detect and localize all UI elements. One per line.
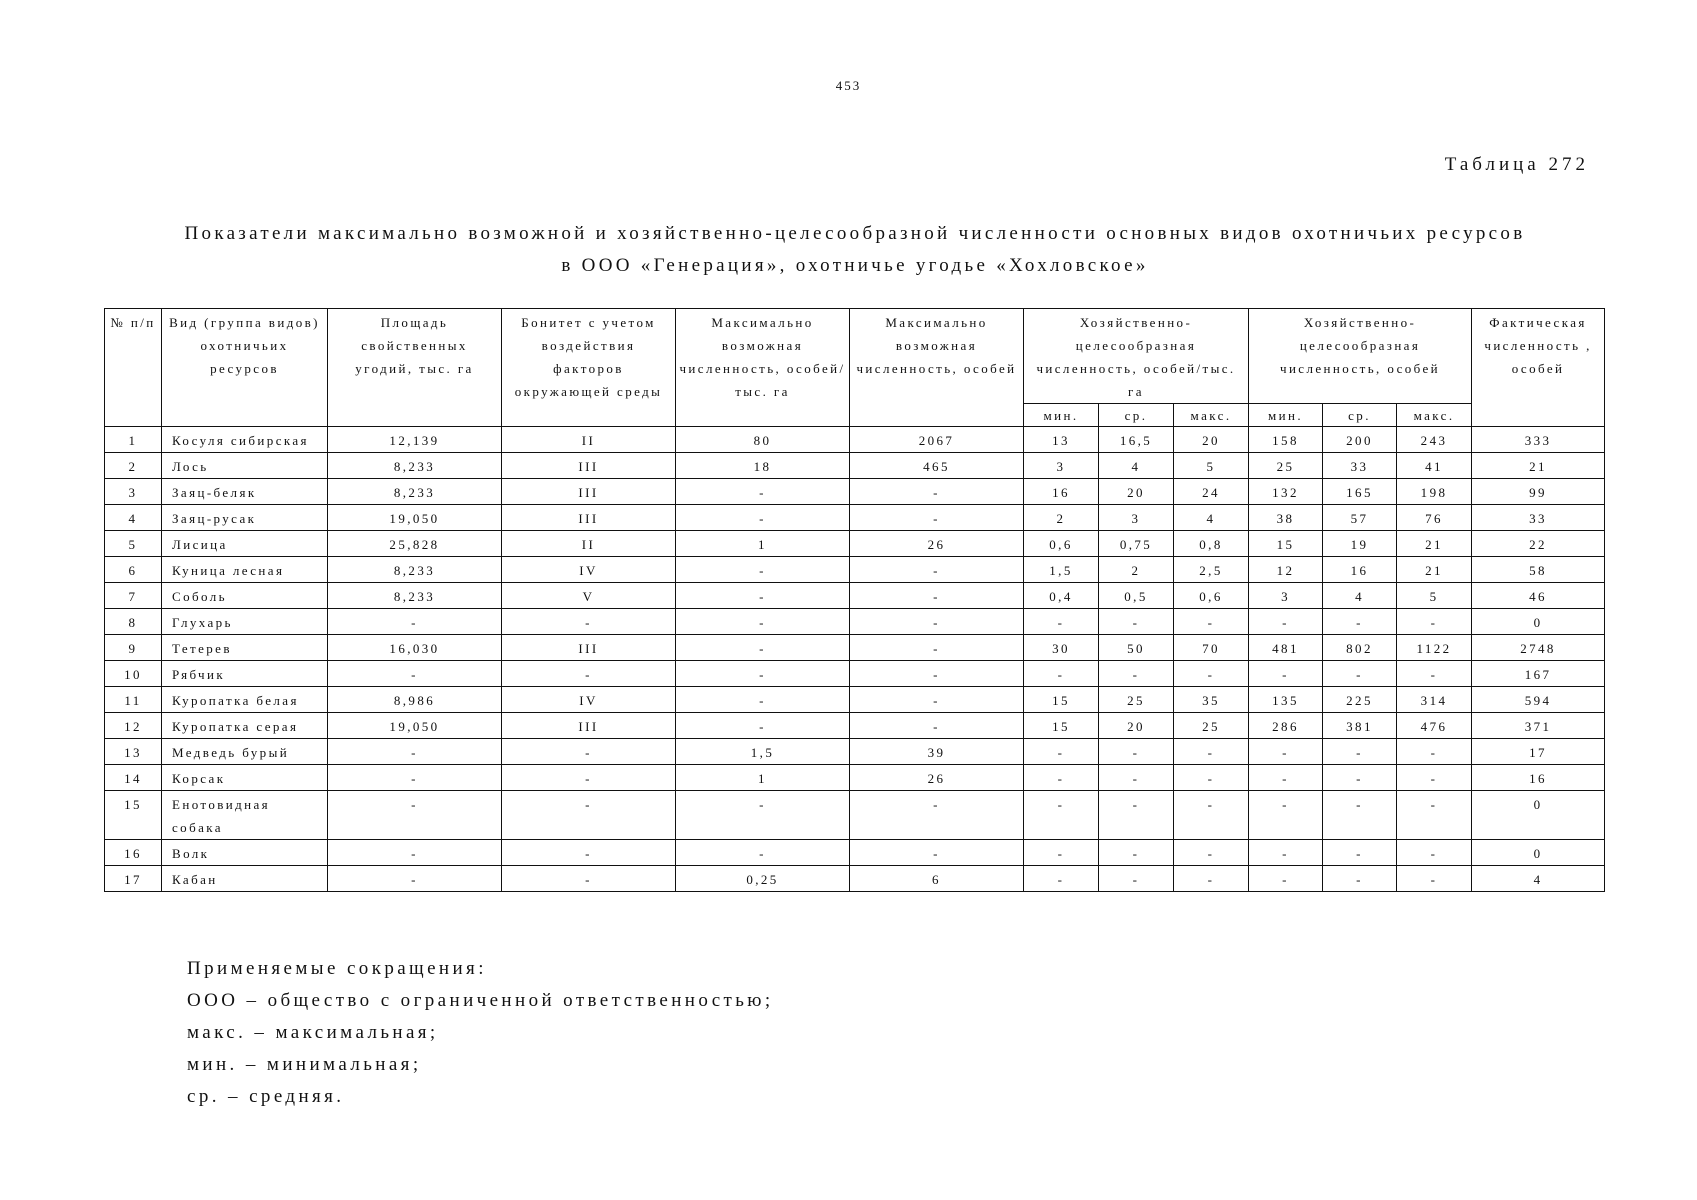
- table-row: [105, 609, 1605, 635]
- cell-density-max: 0,8: [1174, 531, 1249, 557]
- cell-count-max: 243: [1397, 427, 1472, 453]
- subheader-count-min: мин.: [1249, 404, 1323, 427]
- cell-bonitet: -: [502, 765, 676, 791]
- cell-density-min: -: [1024, 765, 1099, 791]
- table-row: [105, 791, 1605, 840]
- header-econ-count: Хозяйственно-целесообразная численность, особей: [1249, 309, 1472, 404]
- cell-count-min: 135: [1249, 687, 1323, 713]
- cell-count-avg: -: [1323, 840, 1397, 866]
- cell-density-min: 15: [1024, 687, 1099, 713]
- cell-count-max: -: [1397, 661, 1472, 687]
- cell-density-max: 70: [1174, 635, 1249, 661]
- note-ooo: ООО – общество с ограниченной ответственностью;: [187, 990, 774, 1011]
- cell-count-avg: -: [1323, 661, 1397, 687]
- cell-density-max: 4: [1174, 505, 1249, 531]
- subheader-density-max: макс.: [1174, 404, 1249, 427]
- table-row: [105, 557, 1605, 583]
- cell-area: 8,233: [328, 479, 502, 505]
- cell-density-avg: 4: [1099, 453, 1174, 479]
- cell-max-density: -: [676, 479, 850, 505]
- cell-species: Соболь: [162, 583, 328, 609]
- table-row: [105, 739, 1605, 765]
- header-bonitet: Бонитет с учетом воздействия факторов окружающей среды: [502, 309, 676, 427]
- cell-count-max: -: [1397, 866, 1472, 892]
- cell-count-avg: 381: [1323, 713, 1397, 739]
- cell-max-count: -: [850, 505, 1024, 531]
- cell-density-avg: -: [1099, 609, 1174, 635]
- cell-density-max: 35: [1174, 687, 1249, 713]
- table-row: [105, 635, 1605, 661]
- cell-density-min: -: [1024, 739, 1099, 765]
- note-max: макс. – максимальная;: [187, 1022, 439, 1043]
- table-row: [105, 453, 1605, 479]
- cell-max-density: -: [676, 583, 850, 609]
- cell-count-min: 15: [1249, 531, 1323, 557]
- cell-bonitet: IV: [502, 687, 676, 713]
- cell-max-count: 26: [850, 531, 1024, 557]
- cell-area: 12,139: [328, 427, 502, 453]
- cell-count-min: -: [1249, 739, 1323, 765]
- cell-actual: 21: [1472, 453, 1605, 479]
- cell-density-min: 30: [1024, 635, 1099, 661]
- cell-density-max: 0,6: [1174, 583, 1249, 609]
- cell-area: 8,233: [328, 583, 502, 609]
- cell-count-avg: 16: [1323, 557, 1397, 583]
- cell-max-density: -: [676, 840, 850, 866]
- table-title-line-2: в ООО «Генерация», охотничье угодье «Хохловское»: [561, 255, 1149, 276]
- cell-num: 5: [105, 531, 162, 557]
- cell-max-density: -: [676, 505, 850, 531]
- cell-area: -: [328, 765, 502, 791]
- cell-species: Медведь бурый: [162, 739, 328, 765]
- cell-area: -: [328, 609, 502, 635]
- cell-max-density: -: [676, 713, 850, 739]
- cell-density-min: -: [1024, 840, 1099, 866]
- note-min: мин. – минимальная;: [187, 1054, 422, 1075]
- cell-density-min: 15: [1024, 713, 1099, 739]
- cell-count-max: -: [1397, 765, 1472, 791]
- cell-species: Косуля сибирская: [162, 427, 328, 453]
- table-label: Таблица 272: [1444, 154, 1589, 175]
- table-row: [105, 866, 1605, 892]
- cell-actual: 594: [1472, 687, 1605, 713]
- cell-count-min: 3: [1249, 583, 1323, 609]
- cell-actual: 33: [1472, 505, 1605, 531]
- cell-count-min: -: [1249, 609, 1323, 635]
- cell-density-min: 16: [1024, 479, 1099, 505]
- notes-heading: Применяемые сокращения:: [187, 958, 487, 979]
- cell-species: Заяц-русак: [162, 505, 328, 531]
- cell-num: 1: [105, 427, 162, 453]
- cell-count-min: -: [1249, 661, 1323, 687]
- cell-species: Корсак: [162, 765, 328, 791]
- cell-count-max: 76: [1397, 505, 1472, 531]
- cell-max-count: -: [850, 791, 1024, 840]
- table-row: [105, 583, 1605, 609]
- cell-count-avg: -: [1323, 866, 1397, 892]
- cell-density-min: 0,6: [1024, 531, 1099, 557]
- cell-count-max: -: [1397, 840, 1472, 866]
- cell-num: 8: [105, 609, 162, 635]
- cell-max-density: -: [676, 609, 850, 635]
- cell-actual: 17: [1472, 739, 1605, 765]
- cell-density-avg: -: [1099, 661, 1174, 687]
- cell-area: 25,828: [328, 531, 502, 557]
- cell-count-max: 21: [1397, 531, 1472, 557]
- cell-max-count: 465: [850, 453, 1024, 479]
- cell-species: Лось: [162, 453, 328, 479]
- subheader-density-avg: ср.: [1099, 404, 1174, 427]
- cell-density-max: 2,5: [1174, 557, 1249, 583]
- cell-count-avg: -: [1323, 791, 1397, 840]
- cell-count-min: 25: [1249, 453, 1323, 479]
- cell-count-avg: 200: [1323, 427, 1397, 453]
- table-body: [105, 427, 1605, 892]
- cell-count-avg: 165: [1323, 479, 1397, 505]
- cell-bonitet: III: [502, 505, 676, 531]
- cell-density-min: 1,5: [1024, 557, 1099, 583]
- cell-max-density: 18: [676, 453, 850, 479]
- cell-density-avg: 25: [1099, 687, 1174, 713]
- header-econ-density: Хозяйственно-целесообразная численность, особей/тыс. га: [1024, 309, 1249, 404]
- cell-bonitet: -: [502, 661, 676, 687]
- cell-count-min: 132: [1249, 479, 1323, 505]
- cell-bonitet: III: [502, 713, 676, 739]
- cell-area: 8,233: [328, 453, 502, 479]
- subheader-density-min: мин.: [1024, 404, 1099, 427]
- cell-max-count: -: [850, 713, 1024, 739]
- cell-count-min: 286: [1249, 713, 1323, 739]
- cell-count-avg: 4: [1323, 583, 1397, 609]
- cell-actual: 0: [1472, 840, 1605, 866]
- cell-count-max: 41: [1397, 453, 1472, 479]
- header-actual: Фактическая численность , особей: [1472, 309, 1605, 427]
- cell-count-max: 21: [1397, 557, 1472, 583]
- cell-species: Рябчик: [162, 661, 328, 687]
- cell-actual: 99: [1472, 479, 1605, 505]
- cell-area: 19,050: [328, 505, 502, 531]
- cell-species: Енотовидная собака: [162, 791, 328, 840]
- header-species: Вид (группа видов) охотничьих ресурсов: [162, 309, 328, 427]
- table-row: [105, 687, 1605, 713]
- cell-count-avg: 802: [1323, 635, 1397, 661]
- cell-max-density: 0,25: [676, 866, 850, 892]
- cell-density-max: -: [1174, 609, 1249, 635]
- cell-max-count: -: [850, 661, 1024, 687]
- cell-count-min: 158: [1249, 427, 1323, 453]
- cell-area: 16,030: [328, 635, 502, 661]
- cell-max-density: 1: [676, 531, 850, 557]
- cell-actual: 0: [1472, 609, 1605, 635]
- cell-count-max: 1122: [1397, 635, 1472, 661]
- cell-density-min: 2: [1024, 505, 1099, 531]
- cell-area: 8,233: [328, 557, 502, 583]
- cell-density-max: 20: [1174, 427, 1249, 453]
- cell-max-density: -: [676, 635, 850, 661]
- cell-actual: 22: [1472, 531, 1605, 557]
- cell-max-density: 1: [676, 765, 850, 791]
- cell-bonitet: V: [502, 583, 676, 609]
- cell-count-avg: -: [1323, 765, 1397, 791]
- cell-num: 3: [105, 479, 162, 505]
- cell-actual: 16: [1472, 765, 1605, 791]
- cell-actual: 333: [1472, 427, 1605, 453]
- cell-max-density: -: [676, 557, 850, 583]
- cell-count-avg: 225: [1323, 687, 1397, 713]
- cell-bonitet: II: [502, 427, 676, 453]
- cell-count-avg: -: [1323, 609, 1397, 635]
- table-row: [105, 531, 1605, 557]
- cell-density-min: 13: [1024, 427, 1099, 453]
- cell-density-max: 25: [1174, 713, 1249, 739]
- header-area: Площадь свойственных угодий, тыс. га: [328, 309, 502, 427]
- cell-bonitet: -: [502, 739, 676, 765]
- cell-count-max: 314: [1397, 687, 1472, 713]
- header-max-density: Максимально возможная численность, особей/тыс. га: [676, 309, 850, 427]
- page-number: 453: [835, 78, 862, 93]
- cell-max-count: -: [850, 557, 1024, 583]
- cell-area: -: [328, 791, 502, 840]
- cell-density-max: -: [1174, 765, 1249, 791]
- cell-density-avg: 20: [1099, 713, 1174, 739]
- cell-count-avg: 33: [1323, 453, 1397, 479]
- cell-max-count: -: [850, 609, 1024, 635]
- cell-density-max: 24: [1174, 479, 1249, 505]
- cell-max-count: 26: [850, 765, 1024, 791]
- cell-bonitet: -: [502, 609, 676, 635]
- cell-max-density: -: [676, 661, 850, 687]
- cell-density-max: -: [1174, 791, 1249, 840]
- header-num: № п/п: [105, 309, 162, 427]
- table-row: [105, 427, 1605, 453]
- cell-count-min: 38: [1249, 505, 1323, 531]
- cell-count-max: -: [1397, 739, 1472, 765]
- cell-area: 19,050: [328, 713, 502, 739]
- cell-max-density: 1,5: [676, 739, 850, 765]
- cell-max-density: -: [676, 791, 850, 840]
- cell-num: 14: [105, 765, 162, 791]
- table-row: [105, 479, 1605, 505]
- cell-area: 8,986: [328, 687, 502, 713]
- species-table: [104, 308, 1605, 892]
- cell-count-max: -: [1397, 791, 1472, 840]
- cell-species: Заяц-беляк: [162, 479, 328, 505]
- cell-area: -: [328, 739, 502, 765]
- cell-num: 11: [105, 687, 162, 713]
- table-row: [105, 713, 1605, 739]
- cell-count-max: 198: [1397, 479, 1472, 505]
- cell-max-density: 80: [676, 427, 850, 453]
- cell-density-max: -: [1174, 661, 1249, 687]
- cell-bonitet: -: [502, 866, 676, 892]
- cell-density-avg: 0,5: [1099, 583, 1174, 609]
- cell-num: 2: [105, 453, 162, 479]
- cell-density-min: -: [1024, 866, 1099, 892]
- cell-density-min: 0,4: [1024, 583, 1099, 609]
- cell-density-avg: -: [1099, 765, 1174, 791]
- cell-species: Глухарь: [162, 609, 328, 635]
- cell-density-min: 3: [1024, 453, 1099, 479]
- table-row: [105, 661, 1605, 687]
- cell-density-max: 5: [1174, 453, 1249, 479]
- abbreviations-notes: [187, 953, 774, 1113]
- table-row: [105, 505, 1605, 531]
- cell-num: 7: [105, 583, 162, 609]
- cell-count-min: -: [1249, 791, 1323, 840]
- header-max-count: Максимально возможная численность, особей: [850, 309, 1024, 427]
- cell-max-count: 39: [850, 739, 1024, 765]
- cell-num: 12: [105, 713, 162, 739]
- cell-count-min: -: [1249, 866, 1323, 892]
- cell-density-max: -: [1174, 840, 1249, 866]
- subheader-count-max: макс.: [1397, 404, 1472, 427]
- cell-density-avg: -: [1099, 791, 1174, 840]
- table-title-line-1: Показатели максимально возможной и хозяйственно-целесообразной численности основных видов охотничьих ресурсов: [184, 223, 1526, 244]
- cell-density-max: -: [1174, 739, 1249, 765]
- cell-bonitet: -: [502, 840, 676, 866]
- cell-density-avg: -: [1099, 866, 1174, 892]
- cell-max-count: -: [850, 687, 1024, 713]
- cell-density-max: -: [1174, 866, 1249, 892]
- cell-bonitet: III: [502, 635, 676, 661]
- cell-actual: 0: [1472, 791, 1605, 840]
- cell-density-avg: 16,5: [1099, 427, 1174, 453]
- cell-num: 17: [105, 866, 162, 892]
- cell-actual: 2748: [1472, 635, 1605, 661]
- cell-area: -: [328, 866, 502, 892]
- cell-species: Куропатка серая: [162, 713, 328, 739]
- cell-max-count: -: [850, 583, 1024, 609]
- cell-count-max: -: [1397, 609, 1472, 635]
- cell-density-avg: 2: [1099, 557, 1174, 583]
- note-avg: ср. – средняя.: [187, 1086, 345, 1107]
- cell-density-avg: 50: [1099, 635, 1174, 661]
- cell-density-avg: 3: [1099, 505, 1174, 531]
- cell-count-avg: -: [1323, 739, 1397, 765]
- cell-species: Волк: [162, 840, 328, 866]
- cell-actual: 4: [1472, 866, 1605, 892]
- cell-count-max: 476: [1397, 713, 1472, 739]
- cell-count-min: -: [1249, 765, 1323, 791]
- cell-count-avg: 57: [1323, 505, 1397, 531]
- cell-count-max: 5: [1397, 583, 1472, 609]
- cell-species: Куница лесная: [162, 557, 328, 583]
- cell-max-count: 2067: [850, 427, 1024, 453]
- cell-bonitet: III: [502, 479, 676, 505]
- cell-num: 6: [105, 557, 162, 583]
- cell-count-min: -: [1249, 840, 1323, 866]
- cell-bonitet: -: [502, 791, 676, 840]
- cell-area: -: [328, 840, 502, 866]
- table-row: [105, 840, 1605, 866]
- cell-max-count: 6: [850, 866, 1024, 892]
- table-title: [100, 218, 1610, 282]
- cell-bonitet: IV: [502, 557, 676, 583]
- cell-num: 16: [105, 840, 162, 866]
- cell-actual: 167: [1472, 661, 1605, 687]
- cell-bonitet: III: [502, 453, 676, 479]
- cell-density-min: -: [1024, 661, 1099, 687]
- cell-actual: 46: [1472, 583, 1605, 609]
- cell-actual: 371: [1472, 713, 1605, 739]
- cell-num: 9: [105, 635, 162, 661]
- cell-actual: 58: [1472, 557, 1605, 583]
- table-row: [105, 765, 1605, 791]
- cell-count-min: 12: [1249, 557, 1323, 583]
- cell-density-avg: -: [1099, 739, 1174, 765]
- subheader-count-avg: ср.: [1323, 404, 1397, 427]
- cell-max-count: -: [850, 479, 1024, 505]
- cell-count-min: 481: [1249, 635, 1323, 661]
- cell-density-avg: -: [1099, 840, 1174, 866]
- cell-species: Тетерев: [162, 635, 328, 661]
- cell-area: -: [328, 661, 502, 687]
- cell-num: 4: [105, 505, 162, 531]
- cell-species: Кабан: [162, 866, 328, 892]
- cell-species: Куропатка белая: [162, 687, 328, 713]
- cell-density-avg: 20: [1099, 479, 1174, 505]
- cell-species: Лисица: [162, 531, 328, 557]
- cell-density-min: -: [1024, 791, 1099, 840]
- cell-count-avg: 19: [1323, 531, 1397, 557]
- cell-max-density: -: [676, 687, 850, 713]
- cell-num: 10: [105, 661, 162, 687]
- cell-bonitet: II: [502, 531, 676, 557]
- cell-max-count: -: [850, 840, 1024, 866]
- table-header: [105, 309, 1605, 427]
- cell-max-count: -: [850, 635, 1024, 661]
- cell-density-avg: 0,75: [1099, 531, 1174, 557]
- cell-density-min: -: [1024, 609, 1099, 635]
- cell-num: 13: [105, 739, 162, 765]
- cell-num: 15: [105, 791, 162, 840]
